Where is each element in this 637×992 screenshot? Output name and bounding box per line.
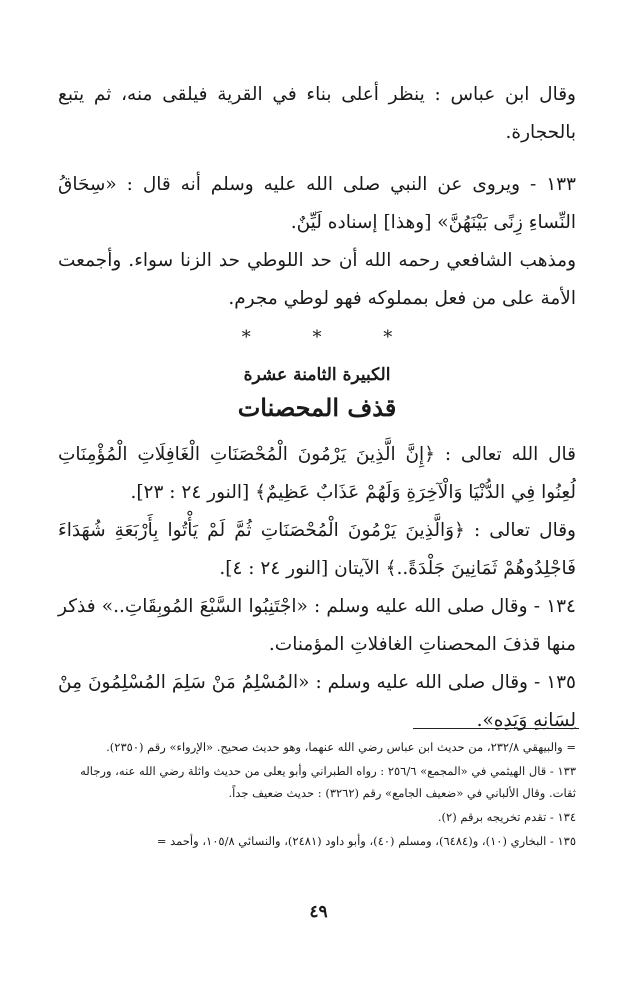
footnote-divider (413, 728, 579, 729)
spacer (58, 152, 576, 166)
paragraph-verse-23: قال الله تعالى : ﴿إِنَّ الَّذِينَ يَرْمُونَ الْمُحْصَنَاتِ الْغَافِلَاتِ الْمُؤْمِنَاتِ لُعِنُوا فِي الدُّنْيَا وَالْآخِرَةِ وَلَهُمْ عَذَابٌ عَظِيمٌ﴾ [النور ٢٤ : ٢٣]. (58, 444, 576, 503)
chapter-title: قذف المحصنات (237, 393, 397, 422)
main-text (58, 76, 576, 740)
chapter-subtitle: الكبيرة الثامنة عشرة (243, 365, 391, 385)
footnotes (58, 736, 576, 854)
footnote-134: ١٣٤ - تقدم تخريجه برقم (٢). (437, 810, 576, 824)
section-separator: * * * (241, 327, 421, 348)
footnote-135: ١٣٥ - البخاري (١٠)، و(٦٤٨٤)، ومسلم (٤٠)، وأبو داود (٢٤٨١)، والنسائي ١٠٥/٨، وأحمد = (156, 834, 576, 848)
paragraph-hadith-133: ١٣٣ - ويروى عن النبي صلى الله عليه وسلم أنه قال : «سِحَاقُ النِّساءِ زِنًى بَيْنَهُنَّ» [وهذا] إسناده لَيِّنٌ. (58, 174, 576, 233)
page-number: ٤٩ (309, 902, 328, 922)
paragraph-hadith-135: ١٣٥ - وقال صلى الله عليه وسلم : «المُسْلِمُ مَنْ سَلِمَ المُسْلِمُونَ مِنْ لِسَانِهِ وَيَدِهِ». (58, 672, 576, 731)
paragraph-ibn-abbas: وقال ابن عباس : ينظر أعلى بناء في القرية فيلقى منه، ثم يتبع بالحجارة. (58, 84, 576, 143)
footnote-continuation: = والبيهقي ٢٣٢/٨، من حديث ابن عباس رضي الله عنهما، وهو حديث صحيح. «الإرواء» رقم (٢٣٥٠). (106, 740, 576, 754)
paragraph-verse-4: وقال تعالى : ﴿وَالَّذِينَ يَرْمُونَ الْمُحْصَنَاتِ ثُمَّ لَمْ يَأْتُوا بِأَرْبَعَةِ شُهَدَاءَ فَاجْلِدُوهُمْ ثَمَانِينَ جَلْدَةً..﴾ الآيتان [النور ٢٤ : ٤]. (58, 520, 576, 579)
paragraph-hadith-134: ١٣٤ - وقال صلى الله عليه وسلم : «اجْتَنِبُوا السَّبْعَ المُوبِقَاتِ..» فذكر منها قذفَ المحصناتِ الغافلاتِ المؤمنات. (58, 596, 576, 655)
paragraph-shafii: ومذهب الشافعي رحمه الله أن حد اللوطي حد الزنا سواء. وأجمعت الأمة على من فعل بمملوكه فهو لوطي مجرم. (58, 250, 576, 309)
footnote-133: ١٣٣ - قال الهيثمي في «المجمع» ٢٥٦/٦ : رواه الطبراني وأبو يعلى من حديث واثلة رضي الله عنه، ورجاله ثقات. وقال الألباني في «ضعيف الجامع» رقم (٣٢٦٢) : حديث ضعيف جداً. (80, 764, 576, 800)
